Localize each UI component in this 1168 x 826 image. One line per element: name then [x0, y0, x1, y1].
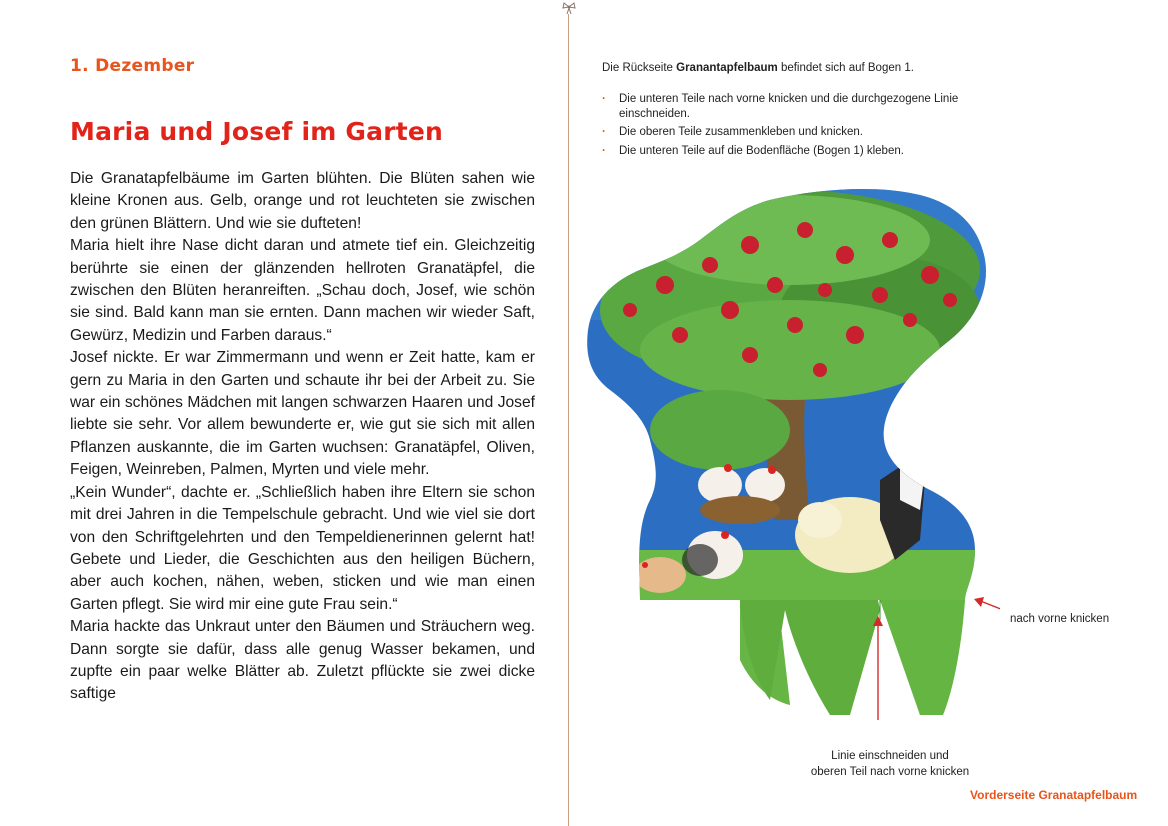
story-title: Maria und Josef im Garten — [70, 117, 444, 146]
instruction-item — [602, 92, 972, 121]
story-paragraph: „Kein Wunder“, dachte er. „Schließlich haben ihre Eltern sie schon mit drei Jahren in die Tempelschule gebracht. Und wie viel sie dort von den Schriftgelehrten und den Tempeldienerinnen gelernt hat! Gebete und Lieder, die Geschichten aus den heiligen Büchern, aber auch kochen, nähen, weben, sticken und wie man einen Garten pflegt. Sie wird mir eine gute Frau sein.“ — [70, 483, 535, 613]
left-page — [0, 0, 568, 826]
story-paragraph: Josef nickte. Er war Zimmermann und wenn er Zeit hatte, kam er gern zu Maria in den Garten und schaute ihr bei der Arbeit zu. Sie war ein schönes Mädchen mit langen schwarzen Haaren und Josef liebte sie sehr. Vor allem bewunderte er, wie gut sie sich mit allen Pflanzen auskannte, die im Garten wuchsen: Granatäpfel, Oliven, Feigen, Weinreben, Palmen, Myrten und viele mehr. — [70, 349, 535, 479]
arrow-icon — [974, 597, 984, 607]
instruction-item — [602, 144, 972, 159]
bullet-icon: · — [602, 126, 606, 138]
pomegranate-tree-illustration — [580, 180, 1000, 720]
instruction-text: Die unteren Teile auf die Bodenfläche (Bogen 1) kleben. — [619, 144, 904, 157]
fold-label: nach vorne knicken — [1010, 613, 1110, 625]
cut-label-line: oberen Teil nach vorne knicken — [810, 766, 970, 778]
instruction-text: Die unteren Teile nach vorne knicken und die durchgezogene Linie einschneiden. — [619, 93, 959, 120]
cut-label-line: Linie einschneiden und — [831, 750, 949, 762]
instruction-text: Die oberen Teile zusammenkleben und knicken. — [619, 126, 863, 138]
story-text — [70, 168, 535, 706]
story-paragraph: Maria hackte das Unkraut unter den Bäumen und Sträuchern weg. Dann sorgte sie dafür, dass alle genug Wasser bekamen, und zupfte ein paar welke Blätter ab. Zuletzt pflückte sie zwei dicke saftige — [70, 618, 535, 703]
story-date: 1. Dezember — [70, 56, 195, 76]
bullet-icon: · — [602, 93, 606, 105]
instruction-list — [602, 92, 972, 162]
caption: Vorderseite Granatapfelbaum — [970, 788, 1138, 802]
story-paragraph: Maria hielt ihre Nase dicht daran und atmete tief ein. Gleichzeitig berührte sie einen der glänzenden hellroten Granatäpfel, die zwischen den Blüten heranreiften. „Schau doch, Josef, wie schön sie sind. Bald kann man sie ernten. Dann machen wir wieder Saft, Gewürz, Medizin und Farben daraus.“ — [70, 237, 535, 344]
right-page — [570, 0, 1168, 826]
cut-label — [790, 748, 990, 780]
bullet-icon: · — [602, 144, 606, 157]
instruction-intro — [602, 62, 914, 74]
intro-bold: Granantapfelbaum — [676, 62, 778, 74]
intro-text: befindet sich auf Bogen 1. — [777, 62, 914, 74]
story-paragraph: Die Granatapfelbäume im Garten blühten. Die Blüten sahen wie kleine Kronen aus. Gelb, orange und rot leuchteten sie zwischen den grünen Blättern. Und wie sie dufteten! — [70, 170, 535, 232]
instruction-item — [602, 125, 972, 140]
intro-text: Die Rückseite — [602, 62, 677, 74]
page-spine — [568, 14, 569, 826]
